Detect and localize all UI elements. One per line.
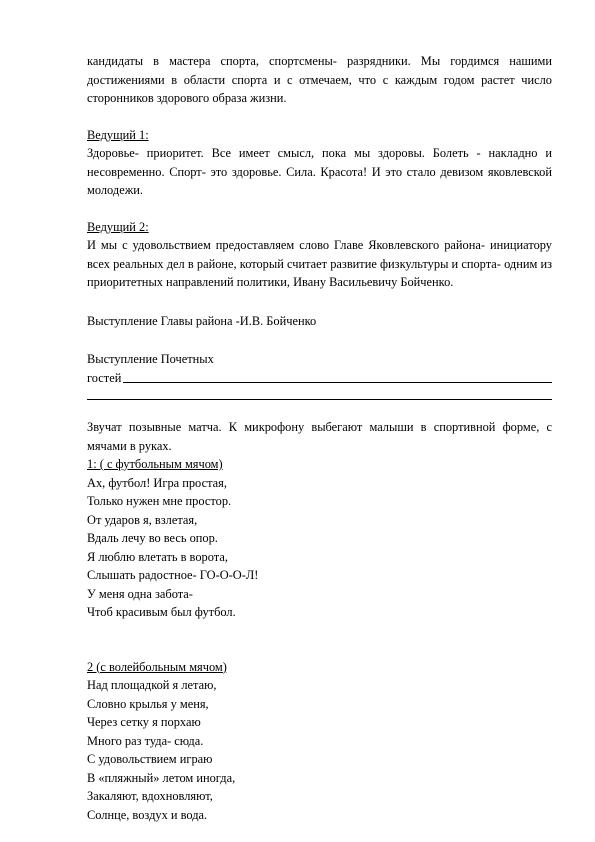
poem-line: Солнце, воздух и вода. [87,807,208,822]
poem2 [87,676,552,824]
poem-line: С удовольствием играю [87,752,213,766]
poem2-label: 2 (с волейбольным мячом) [87,659,227,674]
guests-line1: Выступление Почетных [87,352,214,366]
poem-line: Вдаль лечу во весь опор. [87,531,218,545]
poem-line: Над площадкой я летаю, [87,678,217,692]
spacer [87,292,552,312]
guests-line2: гостей [87,370,122,385]
host2-text: И мы с удовольствием предоставляем слово Главе Яковлевского района- инициатору всех реальных дел в районе, который считает развитие физкультуры и спорта- одним из приоритетных направлений политики, Ивану Васильевичу Бойченко. [87,238,552,289]
poem1-label: 1: ( с футбольным мячом) [87,457,223,471]
spacer [87,108,552,126]
poem-line: У меня одна забота- [87,586,193,601]
host1-text: Здоровье- приоритет. Все имеет смысл, пока мы здоровы. Болеть - накладно и несовременно. Спорт- это здоровье. Сила. Красота! И это стало девизом яковлевской молодежи. [87,146,552,197]
spacer [87,200,552,218]
poem-line: Закаляют, вдохновляют, [87,789,213,803]
poem-line: Чтоб красивым был футбол. [87,605,236,619]
poem-line: Я люблю влетать в ворота, [87,549,228,564]
spacer [87,330,552,350]
host1-label: Ведущий 1: [87,127,149,142]
poem1 [87,474,552,622]
poem-line: Только нужен мне простор. [87,494,232,508]
blank-rule [87,387,552,400]
speech-head: Выступление Главы района -И.В. Бойченко [87,313,317,328]
document-page [87,52,552,824]
spacer [87,622,552,658]
poem-line: Ах, футбол! Игра простая, [87,475,227,490]
poem-line: В «пляжный» летом иногда, [87,770,236,785]
spacer [87,400,552,418]
guests-row [87,369,552,388]
poem-line: Много раз туда- сюда. [87,733,204,748]
poem-line: Через сетку я порхаю [87,715,201,729]
poem-line: Словно крылья у меня, [87,696,209,711]
host2-label: Ведущий 2: [87,219,149,234]
stage-direction: Звучат позывные матча. К микрофону выбегают малыши в спортивной форме, с мячами в руках. [87,420,552,453]
blank-line [123,382,552,383]
intro-paragraph: кандидаты в мастера спорта, спортсмены- разрядники. Мы гордимся нашими достижениями в области спорта и с отмечаем, что с каждым годом растет число сторонников здорового образа жизни. [87,54,552,105]
poem-line: Слышать радостное- ГО-О-О-Л! [87,568,259,582]
poem-line: От ударов я, взлетая, [87,512,198,527]
